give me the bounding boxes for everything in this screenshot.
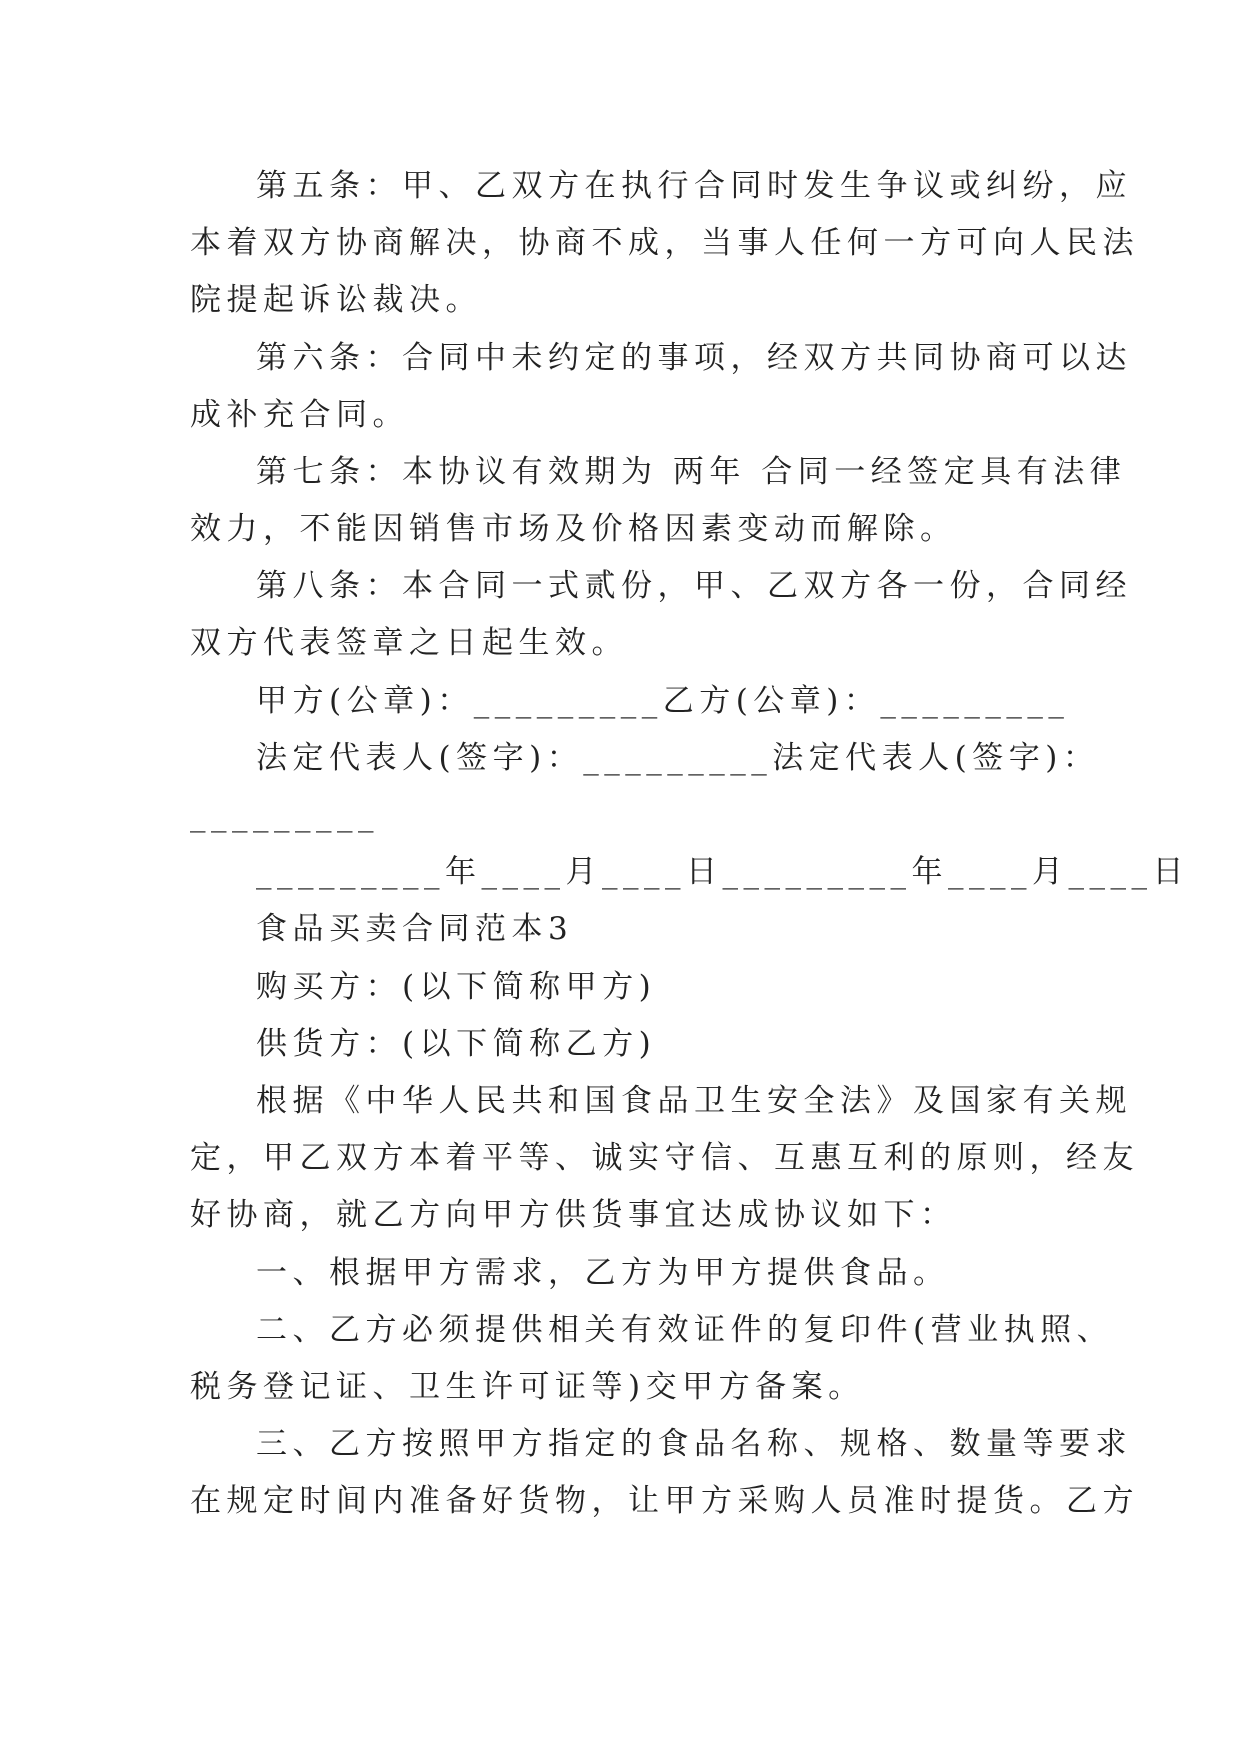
preamble-line-2: 定，甲乙双方本着平等、诚实守信、互惠互利的原则，经友 <box>190 1140 1139 1176</box>
clause-2-line-2: 税务登记证、卫生许可证等)交甲方备案。 <box>190 1369 865 1405</box>
article-6-line-2: 成补充合同。 <box>190 397 409 433</box>
buyer-line: 购买方：(以下简称甲方) <box>256 969 657 1005</box>
article-7-line-2: 效力，不能因销售市场及价格因素变动而解除。 <box>190 511 957 547</box>
article-8-line-1: 第八条：本合同一式贰份，甲、乙双方各一份，合同经 <box>256 568 1132 604</box>
signature-line: 法定代表人(签字)：_________法定代表人(签字)： <box>256 740 1100 776</box>
article-8-line-2: 双方代表签章之日起生效。 <box>190 625 628 661</box>
clause-3-line-1: 三、乙方按照甲方指定的食品名称、规格、数量等要求 <box>256 1426 1132 1462</box>
clause-1-line-1: 一、根据甲方需求，乙方为甲方提供食品。 <box>256 1255 950 1291</box>
preamble-line-1: 根据《中华人民共和国食品卫生安全法》及国家有关规 <box>256 1083 1132 1119</box>
article-7-line-1: 第七条：本协议有效期为 两年 合同一经签定具有法律 <box>256 454 1127 490</box>
article-6-line-1: 第六条：合同中未约定的事项，经双方共同协商可以达 <box>256 340 1132 376</box>
clause-2-line-1: 二、乙方必须提供相关有效证件的复印件(营业执照、 <box>256 1312 1114 1348</box>
section-title: 食品买卖合同范本3 <box>256 911 574 947</box>
article-5-line-3: 院提起诉讼裁决。 <box>190 282 482 318</box>
article-5-line-1: 第五条：甲、乙双方在执行合同时发生争议或纠纷，应 <box>256 168 1132 204</box>
article-5-line-2: 本着双方协商解决，协商不成，当事人任何一方可向人民法 <box>190 225 1139 261</box>
seal-line: 甲方(公章)：_________乙方(公章)：_________ <box>256 683 1070 719</box>
supplier-line: 供货方：(以下简称乙方) <box>256 1026 657 1062</box>
clause-3-line-2: 在规定时间内准备好货物，让甲方采购人员准时提货。乙方 <box>190 1483 1139 1519</box>
date-line: _________年____月____日_________年____月____日 <box>256 854 1189 890</box>
preamble-line-3: 好协商，就乙方向甲方供货事宜达成协议如下： <box>190 1197 957 1233</box>
signature-line-continued: _________ <box>190 797 379 833</box>
